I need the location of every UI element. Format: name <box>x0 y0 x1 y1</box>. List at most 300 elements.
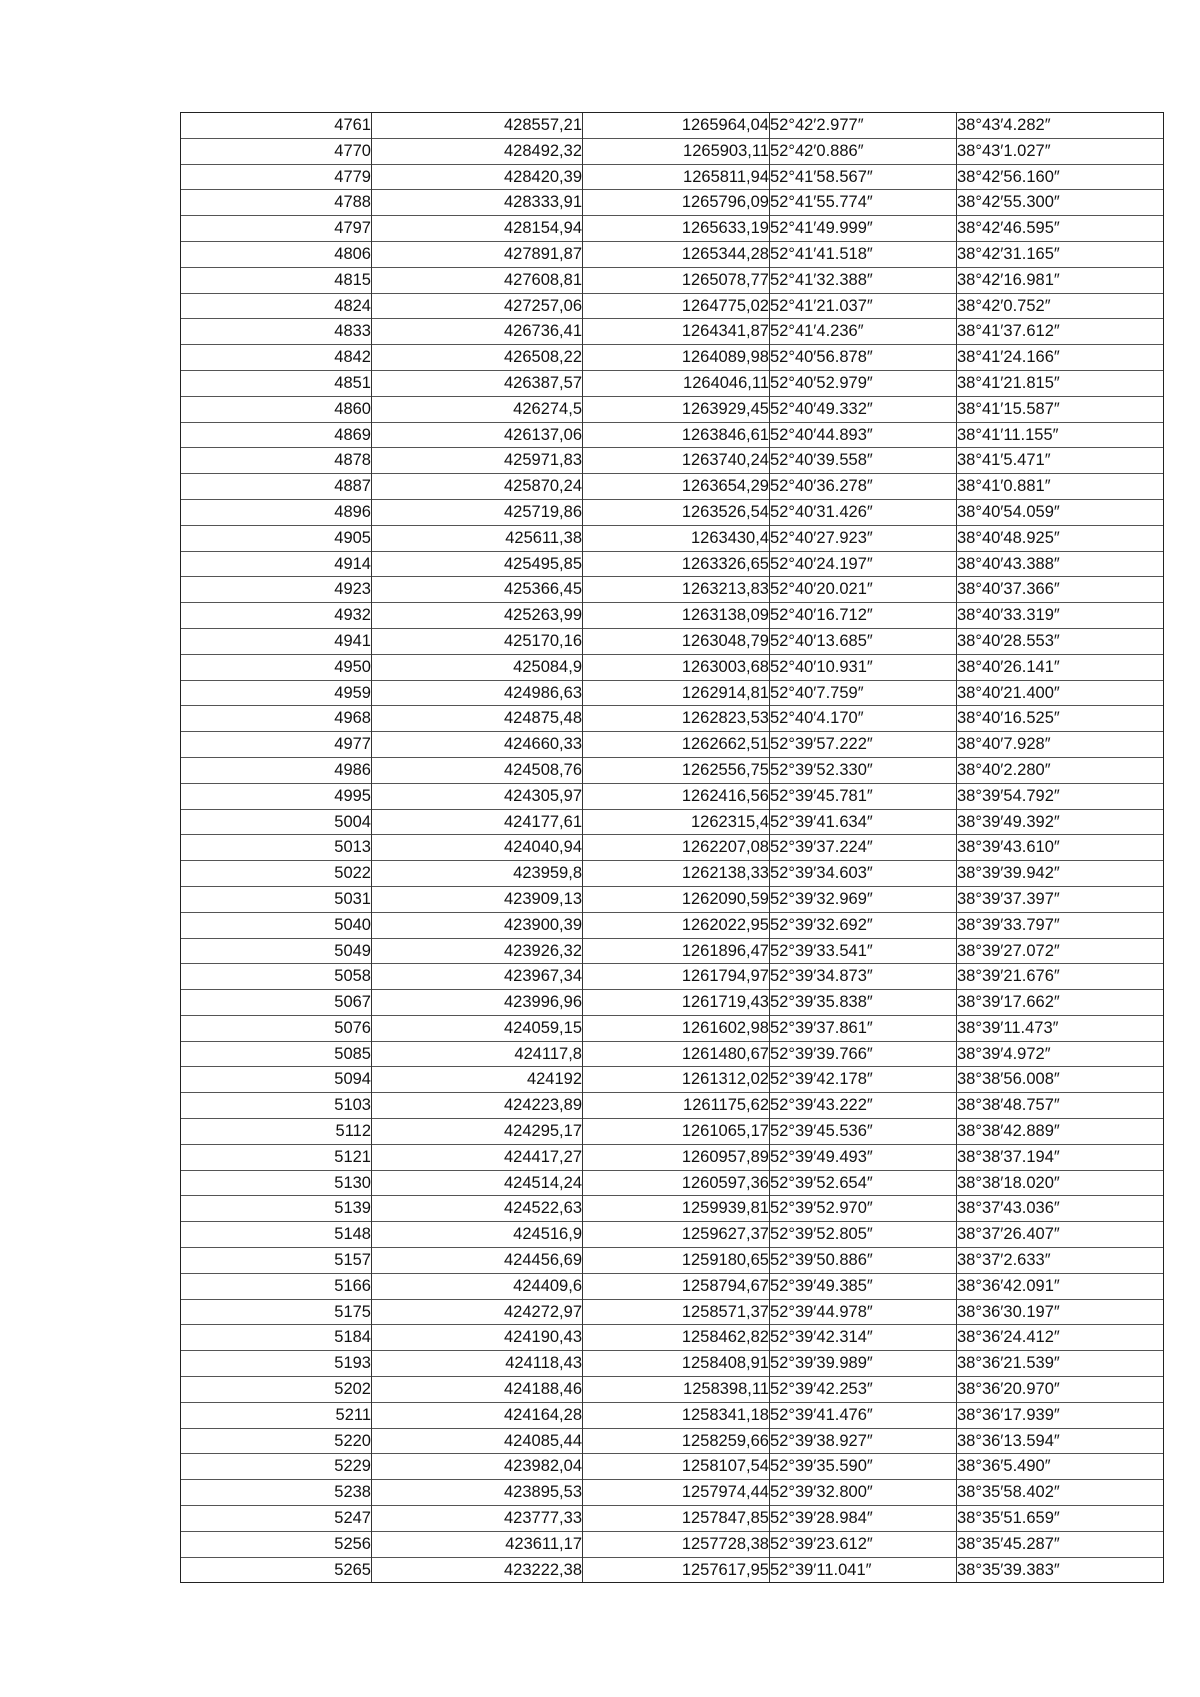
table-row <box>181 474 1163 500</box>
longitude-cell: 38°39′49.392″ <box>957 809 1164 835</box>
table-row <box>181 370 1163 396</box>
y-coordinate-cell: 1263326,65 <box>583 551 770 577</box>
y-coordinate-cell: 1257974,44 <box>583 1480 770 1506</box>
latitude-cell: 52°39′52.970″ <box>770 1196 957 1222</box>
coordinates-table-frame <box>180 112 1164 1583</box>
longitude-cell: 38°37′26.407″ <box>957 1222 1164 1248</box>
longitude-cell: 38°35′58.402″ <box>957 1480 1164 1506</box>
table-row <box>181 525 1163 551</box>
table-row <box>181 1041 1163 1067</box>
point-number-cell: 4950 <box>181 654 372 680</box>
y-coordinate-cell: 1264775,02 <box>583 293 770 319</box>
table-row <box>181 1222 1163 1248</box>
table-row <box>181 1557 1163 1582</box>
point-number-cell: 5256 <box>181 1531 372 1557</box>
longitude-cell: 38°36′17.939″ <box>957 1402 1164 1428</box>
x-coordinate-cell: 424085,44 <box>372 1428 583 1454</box>
x-coordinate-cell: 423895,53 <box>372 1480 583 1506</box>
table-row <box>181 1093 1163 1119</box>
latitude-cell: 52°40′31.426″ <box>770 499 957 525</box>
longitude-cell: 38°39′21.676″ <box>957 964 1164 990</box>
longitude-cell: 38°40′54.059″ <box>957 499 1164 525</box>
y-coordinate-cell: 1258107,54 <box>583 1454 770 1480</box>
table-row <box>181 1248 1163 1274</box>
table-row <box>181 1067 1163 1093</box>
point-number-cell: 5175 <box>181 1299 372 1325</box>
table-row <box>181 1454 1163 1480</box>
point-number-cell: 4833 <box>181 319 372 345</box>
longitude-cell: 38°41′0.881″ <box>957 474 1164 500</box>
point-number-cell: 5076 <box>181 1015 372 1041</box>
table-row <box>181 783 1163 809</box>
x-coordinate-cell: 423982,04 <box>372 1454 583 1480</box>
x-coordinate-cell: 423611,17 <box>372 1531 583 1557</box>
point-number-cell: 4977 <box>181 732 372 758</box>
point-number-cell: 5112 <box>181 1119 372 1145</box>
table-row <box>181 680 1163 706</box>
longitude-cell: 38°39′37.397″ <box>957 886 1164 912</box>
longitude-cell: 38°39′33.797″ <box>957 912 1164 938</box>
longitude-cell: 38°40′43.388″ <box>957 551 1164 577</box>
longitude-cell: 38°37′43.036″ <box>957 1196 1164 1222</box>
y-coordinate-cell: 1258259,66 <box>583 1428 770 1454</box>
x-coordinate-cell: 428154,94 <box>372 216 583 242</box>
point-number-cell: 4869 <box>181 422 372 448</box>
table-row <box>181 164 1163 190</box>
latitude-cell: 52°39′44.978″ <box>770 1299 957 1325</box>
x-coordinate-cell: 423222,38 <box>372 1557 583 1582</box>
longitude-cell: 38°40′2.280″ <box>957 757 1164 783</box>
point-number-cell: 5184 <box>181 1325 372 1351</box>
y-coordinate-cell: 1262138,33 <box>583 861 770 887</box>
longitude-cell: 38°40′7.928″ <box>957 732 1164 758</box>
y-coordinate-cell: 1261312,02 <box>583 1067 770 1093</box>
latitude-cell: 52°39′35.590″ <box>770 1454 957 1480</box>
longitude-cell: 38°42′46.595″ <box>957 216 1164 242</box>
x-coordinate-cell: 424295,17 <box>372 1119 583 1145</box>
y-coordinate-cell: 1263003,68 <box>583 654 770 680</box>
x-coordinate-cell: 423777,33 <box>372 1506 583 1532</box>
x-coordinate-cell: 424986,63 <box>372 680 583 706</box>
latitude-cell: 52°39′45.536″ <box>770 1119 957 1145</box>
longitude-cell: 38°35′39.383″ <box>957 1557 1164 1582</box>
latitude-cell: 52°39′33.541″ <box>770 938 957 964</box>
longitude-cell: 38°39′17.662″ <box>957 990 1164 1016</box>
table-row <box>181 267 1163 293</box>
x-coordinate-cell: 425611,38 <box>372 525 583 551</box>
table-row <box>181 1015 1163 1041</box>
longitude-cell: 38°38′18.020″ <box>957 1170 1164 1196</box>
x-coordinate-cell: 426274,5 <box>372 396 583 422</box>
point-number-cell: 4959 <box>181 680 372 706</box>
longitude-cell: 38°39′11.473″ <box>957 1015 1164 1041</box>
latitude-cell: 52°40′36.278″ <box>770 474 957 500</box>
y-coordinate-cell: 1265964,04 <box>583 113 770 138</box>
point-number-cell: 5238 <box>181 1480 372 1506</box>
table-row <box>181 1299 1163 1325</box>
point-number-cell: 5166 <box>181 1273 372 1299</box>
latitude-cell: 52°39′49.385″ <box>770 1273 957 1299</box>
latitude-cell: 52°40′7.759″ <box>770 680 957 706</box>
latitude-cell: 52°40′39.558″ <box>770 448 957 474</box>
point-number-cell: 4941 <box>181 628 372 654</box>
y-coordinate-cell: 1257728,38 <box>583 1531 770 1557</box>
table-row <box>181 757 1163 783</box>
y-coordinate-cell: 1261065,17 <box>583 1119 770 1145</box>
x-coordinate-cell: 427891,87 <box>372 241 583 267</box>
x-coordinate-cell: 424223,89 <box>372 1093 583 1119</box>
latitude-cell: 52°39′28.984″ <box>770 1506 957 1532</box>
table-row <box>181 1196 1163 1222</box>
x-coordinate-cell: 425084,9 <box>372 654 583 680</box>
latitude-cell: 52°39′32.969″ <box>770 886 957 912</box>
x-coordinate-cell: 424456,69 <box>372 1248 583 1274</box>
y-coordinate-cell: 1262416,56 <box>583 783 770 809</box>
longitude-cell: 38°42′0.752″ <box>957 293 1164 319</box>
point-number-cell: 4932 <box>181 603 372 629</box>
longitude-cell: 38°42′56.160″ <box>957 164 1164 190</box>
x-coordinate-cell: 425870,24 <box>372 474 583 500</box>
point-number-cell: 4770 <box>181 138 372 164</box>
point-number-cell: 4995 <box>181 783 372 809</box>
y-coordinate-cell: 1262823,53 <box>583 706 770 732</box>
y-coordinate-cell: 1261719,43 <box>583 990 770 1016</box>
x-coordinate-cell: 424188,46 <box>372 1377 583 1403</box>
longitude-cell: 38°36′30.197″ <box>957 1299 1164 1325</box>
longitude-cell: 38°36′24.412″ <box>957 1325 1164 1351</box>
longitude-cell: 38°41′37.612″ <box>957 319 1164 345</box>
table-row <box>181 241 1163 267</box>
y-coordinate-cell: 1265796,09 <box>583 190 770 216</box>
latitude-cell: 52°40′52.979″ <box>770 370 957 396</box>
x-coordinate-cell: 424118,43 <box>372 1351 583 1377</box>
table-row <box>181 422 1163 448</box>
table-row <box>181 1377 1163 1403</box>
longitude-cell: 38°39′54.792″ <box>957 783 1164 809</box>
longitude-cell: 38°42′55.300″ <box>957 190 1164 216</box>
y-coordinate-cell: 1262315,4 <box>583 809 770 835</box>
latitude-cell: 52°39′11.041″ <box>770 1557 957 1582</box>
latitude-cell: 52°41′32.388″ <box>770 267 957 293</box>
table-row <box>181 861 1163 887</box>
table-row <box>181 912 1163 938</box>
x-coordinate-cell: 427257,06 <box>372 293 583 319</box>
x-coordinate-cell: 424522,63 <box>372 1196 583 1222</box>
point-number-cell: 4851 <box>181 370 372 396</box>
x-coordinate-cell: 424875,48 <box>372 706 583 732</box>
y-coordinate-cell: 1261896,47 <box>583 938 770 964</box>
table-row <box>181 1480 1163 1506</box>
latitude-cell: 52°40′20.021″ <box>770 577 957 603</box>
longitude-cell: 38°35′45.287″ <box>957 1531 1164 1557</box>
longitude-cell: 38°39′43.610″ <box>957 835 1164 861</box>
y-coordinate-cell: 1260957,89 <box>583 1144 770 1170</box>
point-number-cell: 4986 <box>181 757 372 783</box>
y-coordinate-cell: 1262662,51 <box>583 732 770 758</box>
table-row <box>181 577 1163 603</box>
point-number-cell: 5247 <box>181 1506 372 1532</box>
longitude-cell: 38°40′37.366″ <box>957 577 1164 603</box>
latitude-cell: 52°40′27.923″ <box>770 525 957 551</box>
longitude-cell: 38°37′2.633″ <box>957 1248 1164 1274</box>
table-row <box>181 938 1163 964</box>
point-number-cell: 5193 <box>181 1351 372 1377</box>
y-coordinate-cell: 1262207,08 <box>583 835 770 861</box>
table-row <box>181 1506 1163 1532</box>
longitude-cell: 38°42′31.165″ <box>957 241 1164 267</box>
x-coordinate-cell: 424514,24 <box>372 1170 583 1196</box>
latitude-cell: 52°40′44.893″ <box>770 422 957 448</box>
y-coordinate-cell: 1262556,75 <box>583 757 770 783</box>
point-number-cell: 5004 <box>181 809 372 835</box>
x-coordinate-cell: 424508,76 <box>372 757 583 783</box>
point-number-cell: 4815 <box>181 267 372 293</box>
latitude-cell: 52°39′57.222″ <box>770 732 957 758</box>
latitude-cell: 52°40′13.685″ <box>770 628 957 654</box>
point-number-cell: 4788 <box>181 190 372 216</box>
table-row <box>181 990 1163 1016</box>
latitude-cell: 52°39′34.603″ <box>770 861 957 887</box>
longitude-cell: 38°36′42.091″ <box>957 1273 1164 1299</box>
table-row <box>181 448 1163 474</box>
latitude-cell: 52°39′52.805″ <box>770 1222 957 1248</box>
latitude-cell: 52°39′42.253″ <box>770 1377 957 1403</box>
longitude-cell: 38°38′56.008″ <box>957 1067 1164 1093</box>
y-coordinate-cell: 1257617,95 <box>583 1557 770 1582</box>
longitude-cell: 38°40′33.319″ <box>957 603 1164 629</box>
y-coordinate-cell: 1258462,82 <box>583 1325 770 1351</box>
point-number-cell: 4797 <box>181 216 372 242</box>
y-coordinate-cell: 1258398,11 <box>583 1377 770 1403</box>
latitude-cell: 52°42′2.977″ <box>770 113 957 138</box>
table-row <box>181 113 1163 138</box>
table-row <box>181 1531 1163 1557</box>
point-number-cell: 4761 <box>334 116 371 134</box>
point-number-cell: 4914 <box>181 551 372 577</box>
longitude-cell: 38°41′5.471″ <box>957 448 1164 474</box>
x-coordinate-cell: 423900,39 <box>372 912 583 938</box>
point-number-cell: 5040 <box>181 912 372 938</box>
point-number-cell: 5013 <box>181 835 372 861</box>
table-row <box>181 1273 1163 1299</box>
x-coordinate-cell: 424192 <box>372 1067 583 1093</box>
longitude-cell: 38°41′24.166″ <box>957 345 1164 371</box>
latitude-cell: 52°39′37.224″ <box>770 835 957 861</box>
y-coordinate-cell: 1264046,11 <box>583 370 770 396</box>
point-number-cell: 4842 <box>181 345 372 371</box>
table-row <box>181 190 1163 216</box>
latitude-cell: 52°39′49.493″ <box>770 1144 957 1170</box>
table-row <box>181 964 1163 990</box>
point-number-cell: 4860 <box>181 396 372 422</box>
point-number-cell: 4923 <box>181 577 372 603</box>
y-coordinate-cell: 1258341,18 <box>583 1402 770 1428</box>
latitude-cell: 52°39′42.178″ <box>770 1067 957 1093</box>
latitude-cell: 52°41′21.037″ <box>770 293 957 319</box>
y-coordinate-cell: 1259627,37 <box>583 1222 770 1248</box>
y-coordinate-cell: 1265344,28 <box>583 241 770 267</box>
point-number-cell: 5220 <box>181 1428 372 1454</box>
table-row <box>181 628 1163 654</box>
x-coordinate-cell: 427608,81 <box>372 267 583 293</box>
point-number-cell: 5067 <box>181 990 372 1016</box>
table-row <box>181 319 1163 345</box>
latitude-cell: 52°39′41.634″ <box>770 809 957 835</box>
point-number-cell: 4806 <box>181 241 372 267</box>
point-number-cell: 5229 <box>181 1454 372 1480</box>
longitude-cell: 38°40′26.141″ <box>957 654 1164 680</box>
longitude-cell: 38°39′39.942″ <box>957 861 1164 887</box>
coordinates-table-body <box>181 113 1163 1582</box>
table-row <box>181 732 1163 758</box>
y-coordinate-cell: 1263846,61 <box>583 422 770 448</box>
x-coordinate-cell: 425719,86 <box>372 499 583 525</box>
longitude-cell: 38°39′27.072″ <box>957 938 1164 964</box>
table-row <box>181 551 1163 577</box>
y-coordinate-cell: 1265078,77 <box>583 267 770 293</box>
table-row <box>181 138 1163 164</box>
x-coordinate-cell: 424117,8 <box>372 1041 583 1067</box>
y-coordinate-cell: 1261175,62 <box>583 1093 770 1119</box>
point-number-cell: 4887 <box>181 474 372 500</box>
y-coordinate-cell: 1265811,94 <box>583 164 770 190</box>
y-coordinate-cell: 1263138,09 <box>583 603 770 629</box>
longitude-cell: 38°35′51.659″ <box>957 1506 1164 1532</box>
table-row <box>181 1144 1163 1170</box>
y-coordinate-cell: 1258408,91 <box>583 1351 770 1377</box>
latitude-cell: 52°39′52.654″ <box>770 1170 957 1196</box>
y-coordinate-cell: 1262090,59 <box>583 886 770 912</box>
x-coordinate-cell: 424040,94 <box>372 835 583 861</box>
x-coordinate-cell: 423996,96 <box>372 990 583 1016</box>
table-row <box>181 1402 1163 1428</box>
latitude-cell: 52°39′34.873″ <box>770 964 957 990</box>
latitude-cell: 52°39′32.800″ <box>770 1480 957 1506</box>
y-coordinate-cell: 1261794,97 <box>583 964 770 990</box>
x-coordinate-cell: 423959,8 <box>372 861 583 887</box>
x-coordinate-cell: 424059,15 <box>372 1015 583 1041</box>
x-coordinate-cell: 424417,27 <box>372 1144 583 1170</box>
latitude-cell: 52°42′0.886″ <box>770 138 957 164</box>
longitude-cell: 38°41′11.155″ <box>957 422 1164 448</box>
latitude-cell: 52°39′37.861″ <box>770 1015 957 1041</box>
point-number-cell: 5049 <box>181 938 372 964</box>
y-coordinate-cell: 1263526,54 <box>583 499 770 525</box>
latitude-cell: 52°39′23.612″ <box>770 1531 957 1557</box>
latitude-cell: 52°40′24.197″ <box>770 551 957 577</box>
longitude-cell: 38°36′5.490″ <box>957 1454 1164 1480</box>
point-number-cell: 4824 <box>181 293 372 319</box>
point-number-cell: 5121 <box>181 1144 372 1170</box>
y-coordinate-cell: 1263740,24 <box>583 448 770 474</box>
longitude-cell: 38°38′48.757″ <box>957 1093 1164 1119</box>
latitude-cell: 52°40′49.332″ <box>770 396 957 422</box>
longitude-cell: 38°36′20.970″ <box>957 1377 1164 1403</box>
y-coordinate-cell: 1261480,67 <box>583 1041 770 1067</box>
point-number-cell: 5022 <box>181 861 372 887</box>
point-number-cell: 5211 <box>181 1402 372 1428</box>
latitude-cell: 52°40′16.712″ <box>770 603 957 629</box>
x-coordinate-cell: 425971,83 <box>372 448 583 474</box>
point-number-cell: 5148 <box>181 1222 372 1248</box>
coordinates-table <box>181 113 1163 1582</box>
latitude-cell: 52°39′45.781″ <box>770 783 957 809</box>
x-coordinate-cell: 424177,61 <box>372 809 583 835</box>
x-coordinate-cell: 426736,41 <box>372 319 583 345</box>
table-row <box>181 1428 1163 1454</box>
y-coordinate-cell: 1262914,81 <box>583 680 770 706</box>
y-coordinate-cell: 1261602,98 <box>583 1015 770 1041</box>
y-coordinate-cell: 1258571,37 <box>583 1299 770 1325</box>
y-coordinate-cell: 1264089,98 <box>583 345 770 371</box>
latitude-cell: 52°39′43.222″ <box>770 1093 957 1119</box>
y-coordinate-cell: 1257847,85 <box>583 1506 770 1532</box>
x-coordinate-cell: 425495,85 <box>372 551 583 577</box>
table-row <box>181 216 1163 242</box>
x-coordinate-cell: 426137,06 <box>372 422 583 448</box>
latitude-cell: 52°39′41.476″ <box>770 1402 957 1428</box>
point-number-cell: 4896 <box>181 499 372 525</box>
y-coordinate-cell: 1263213,83 <box>583 577 770 603</box>
table-row <box>181 886 1163 912</box>
y-coordinate-cell: 1265633,19 <box>583 216 770 242</box>
point-number-cell: 5265 <box>181 1557 372 1582</box>
latitude-cell: 52°39′39.766″ <box>770 1041 957 1067</box>
x-coordinate-cell: 428333,91 <box>372 190 583 216</box>
latitude-cell: 52°41′55.774″ <box>770 190 957 216</box>
x-coordinate-cell: 423926,32 <box>372 938 583 964</box>
table-row <box>181 835 1163 861</box>
y-coordinate-cell: 1258794,67 <box>583 1273 770 1299</box>
y-coordinate-cell: 1263929,45 <box>583 396 770 422</box>
x-coordinate-cell: 424409,6 <box>372 1273 583 1299</box>
point-number-cell: 5139 <box>181 1196 372 1222</box>
table-row <box>181 603 1163 629</box>
latitude-cell: 52°39′52.330″ <box>770 757 957 783</box>
latitude-cell: 52°40′4.170″ <box>770 706 957 732</box>
x-coordinate-cell: 428557,21 <box>372 113 583 138</box>
table-row <box>181 1119 1163 1145</box>
latitude-cell: 52°39′35.838″ <box>770 990 957 1016</box>
y-coordinate-cell: 1265903,11 <box>583 138 770 164</box>
longitude-cell: 38°40′48.925″ <box>957 525 1164 551</box>
point-number-cell: 5157 <box>181 1248 372 1274</box>
x-coordinate-cell: 424164,28 <box>372 1402 583 1428</box>
longitude-cell: 38°38′37.194″ <box>957 1144 1164 1170</box>
x-coordinate-cell: 425366,45 <box>372 577 583 603</box>
latitude-cell: 52°41′49.999″ <box>770 216 957 242</box>
longitude-cell: 38°43′1.027″ <box>957 138 1164 164</box>
point-number-cell: 5058 <box>181 964 372 990</box>
latitude-cell: 52°41′41.518″ <box>770 241 957 267</box>
table-row <box>181 1351 1163 1377</box>
longitude-cell: 38°40′28.553″ <box>957 628 1164 654</box>
longitude-cell: 38°42′16.981″ <box>957 267 1164 293</box>
longitude-cell: 38°41′21.815″ <box>957 370 1164 396</box>
longitude-cell: 38°38′42.889″ <box>957 1119 1164 1145</box>
latitude-cell: 52°41′58.567″ <box>770 164 957 190</box>
y-coordinate-cell: 1263654,29 <box>583 474 770 500</box>
point-number-cell: 5103 <box>181 1093 372 1119</box>
table-row <box>181 345 1163 371</box>
longitude-cell: 38°36′13.594″ <box>957 1428 1164 1454</box>
x-coordinate-cell: 425263,99 <box>372 603 583 629</box>
longitude-cell: 38°36′21.539″ <box>957 1351 1164 1377</box>
table-row <box>181 809 1163 835</box>
point-number-cell: 4905 <box>181 525 372 551</box>
latitude-cell: 52°39′38.927″ <box>770 1428 957 1454</box>
y-coordinate-cell: 1259939,81 <box>583 1196 770 1222</box>
